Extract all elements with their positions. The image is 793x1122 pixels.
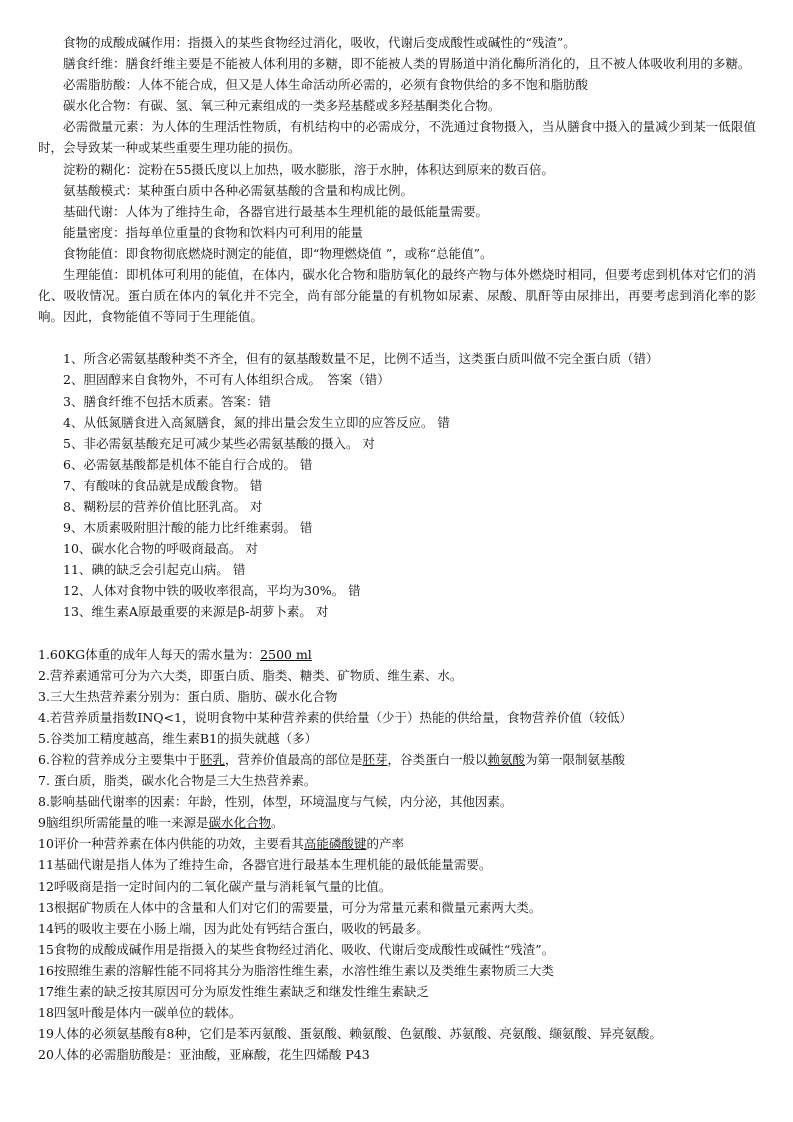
- fact-item: 2.营养素通常可分为六大类，即蛋白质、脂类、糖类、矿物质、维生素、水。: [38, 667, 463, 683]
- fact-item: 5.谷类加工精度越高，维生素B1的损失就越（多）: [38, 730, 318, 746]
- fact-item: [38, 812, 756, 833]
- true-false-item: 1、所含必需氨基酸种类不齐全，但有的氨基酸数量不足，比例不适当，这类蛋白质叫做不完全蛋白质（错）: [63, 351, 659, 367]
- definition-paragraph: 碳水化合物：有碳、氢、氧三种元素组成的一类多羟基醛或多羟基酮类化合物。: [63, 98, 501, 114]
- definition-paragraph: 食物的成酸成碱作用：指摄入的某些食物经过消化，吸收，代谢后变成酸性或碱性的“残渣”。: [63, 35, 576, 50]
- fact-item: 18四氢叶酸是体内一碳单位的载体。: [38, 1005, 242, 1021]
- definition-paragraph: 氨基酸模式：某种蛋白质中各种必需氨基酸的含量和构成比例。: [63, 182, 414, 198]
- fact-text: 的产率: [366, 836, 404, 852]
- fact-item: 15食物的成酸成碱作用是指摄入的某些食物经过消化、吸收、代谢后变成酸性或碱性“残渣”。: [38, 941, 555, 957]
- true-false-item: 11、碘的缺乏会引起克山病。 错: [63, 562, 246, 578]
- true-false-item: 2、胆固醇来自食物外，不可有人体组织合成。 答案（错）: [63, 372, 390, 388]
- true-false-item: 9、木质素吸附胆汁酸的能力比纤维素弱。 错: [63, 520, 313, 536]
- fact-text: ，营养价值最高的部位是: [224, 752, 363, 767]
- fact-text: 10评价一种营养素在体内供能的功效，主要看其: [38, 836, 304, 852]
- definition-paragraph: 基础代谢：人体为了维持生命，各器官进行最基本生理机能的最低能量需要。: [63, 203, 489, 219]
- fact-item: 20人体的必需脂肪酸是：亚油酸，亚麻酸，花生四烯酸 P43: [38, 1047, 370, 1063]
- true-false-item: 6、必需氨基酸都是机体不能自行合成的。 错: [63, 456, 313, 472]
- fact-item: 7. 蛋白质，脂类，碳水化合物是三大生热营养素。: [38, 773, 317, 789]
- fact-answer-underlined: 胚乳: [199, 752, 225, 767]
- fact-text: ，谷类蛋白一般以: [387, 752, 488, 767]
- definition-paragraph: 膳食纤维：膳食纤维主要是不能被人体利用的多糖，即不能被人类的胃肠道中消化酶所消化的，且不被人体吸收利用的多糖。: [63, 56, 751, 72]
- true-false-item: 8、糊粉层的营养价值比胚乳高。 对: [63, 498, 263, 514]
- fact-item: 3.三大生热营养素分别为：蛋白质、脂肪、碳水化合物: [38, 688, 338, 704]
- fact-answer-underlined: 高能磷酸键: [303, 836, 367, 852]
- true-false-item: 7、有酸味的食品就是成酸食物。 错: [63, 477, 263, 493]
- true-false-item: 3、膳食纤维不包括木质素。答案：错: [63, 393, 271, 409]
- true-false-item: 13、维生素A原最重要的来源是β-胡萝卜素。 对: [63, 604, 329, 620]
- fact-text: 9脑组织所需能量的唯一来源是: [38, 815, 209, 831]
- definition-paragraph: 淀粉的糊化：淀粉在55摄氏度以上加热，吸水膨胀，溶于水肿，体积达到原来的数百倍。: [63, 161, 554, 177]
- definition-paragraph: 生理能值：即机体可利用的能值，在体内，碳水化合物和脂肪氧化的最终产物与体外燃烧时相同，但要考虑到机体对它们的消化、吸收情况。蛋白质在体内的氧化并不完全，尚有部分能量的有机物如尿素、尿酸、肌酐等由尿排出，再要考虑到消化率的影响。因此，食物能值不等同于生理能值。: [38, 267, 756, 325]
- definitions-section: [38, 32, 756, 327]
- fact-text: 6.谷粒的营养成分主要集中于: [38, 752, 200, 767]
- true-false-item: 12、人体对食物中铁的吸收率很高，平均为30%。 错: [63, 583, 361, 599]
- fact-item: [38, 833, 756, 854]
- fact-text: 为第一限制氨基酸: [525, 752, 626, 767]
- fact-text: 。: [270, 815, 284, 831]
- true-false-item: 5、非必需氨基酸充足可减少某些必需氨基酸的摄入。 对: [63, 435, 375, 451]
- fact-answer-underlined: 2500 ml: [260, 646, 312, 662]
- fill-in-facts-section: [38, 644, 756, 1066]
- fact-answer-underlined: 胚芽: [362, 752, 388, 767]
- true-false-item: 4、从低氮膳食进入高氮膳食，氮的排出量会发生立即的应答反应。 错: [63, 414, 450, 430]
- fact-item: 4.若营养质量指数INQ<1，说明食物中某种营养素的供给量（少于）热能的供给量，食物营养价值（较低）: [38, 709, 632, 725]
- definition-paragraph: 必需微量元素：为人体的生理活性物质，有机结构中的必需成分，不洗通过食物摄入，当从膳食中摄入的量减少到某一低限值时，会导致某一种或某些重要生理功能的损伤。: [38, 119, 756, 156]
- fact-item: 11基础代谢是指人体为了维持生命，各器官进行最基本生理机能的最低能量需要。: [38, 857, 492, 873]
- fact-item: 16按照维生素的溶解性能不同将其分为脂溶性维生素，水溶性维生素以及类维生素物质三大类: [38, 962, 554, 978]
- true-false-item: 10、碳水化合物的呼吸商最高。 对: [63, 541, 258, 557]
- document-page: [38, 32, 756, 1065]
- fact-item: 19人体的必须氨基酸有8种，它们是苯丙氨酸、蛋氨酸、赖氨酸、色氨酸、苏氨酸、亮氨酸、缬氨酸、异亮氨酸。: [38, 1026, 662, 1042]
- fact-item: [38, 644, 756, 665]
- definition-paragraph: 食物能值：即食物彻底燃烧时测定的能值，即“物理燃烧值 ”，或称“总能值”。: [63, 245, 493, 261]
- fact-item: [38, 749, 756, 770]
- fact-item: 13根据矿物质在人体中的含量和人们对它们的需要量，可分为常量元素和微量元素两大类。: [38, 899, 542, 915]
- definition-paragraph: 必需脂肪酸：人体不能合成，但又是人体生命活动所必需的，必须有食物供给的多不饱和脂肪酸: [63, 77, 589, 93]
- fact-text: 1.60KG体重的成年人每天的需水量为：: [38, 646, 261, 662]
- fact-item: 12呼吸商是指一定时间内的二氧化碳产量与消耗氧气量的比值。: [38, 878, 392, 894]
- fact-answer-underlined: 碳水化合物: [208, 815, 271, 831]
- fact-item: 17维生素的缺乏按其原因可分为原发性维生素缺乏和继发性维生素缺乏: [38, 984, 429, 1000]
- definition-paragraph: 能量密度：指每单位重量的食物和饮料内可利用的能量: [63, 224, 364, 240]
- fact-item: 8.影响基础代谢率的因素：年龄，性别，体型，环境温度与气候，内分泌，其他因素。: [38, 794, 513, 810]
- fact-item: 14钙的吸收主要在小肠上端，因为此处有钙结合蛋白，吸收的钙最多。: [38, 920, 429, 936]
- true-false-section: [38, 348, 756, 622]
- fact-answer-underlined: 赖氨酸: [487, 752, 526, 767]
